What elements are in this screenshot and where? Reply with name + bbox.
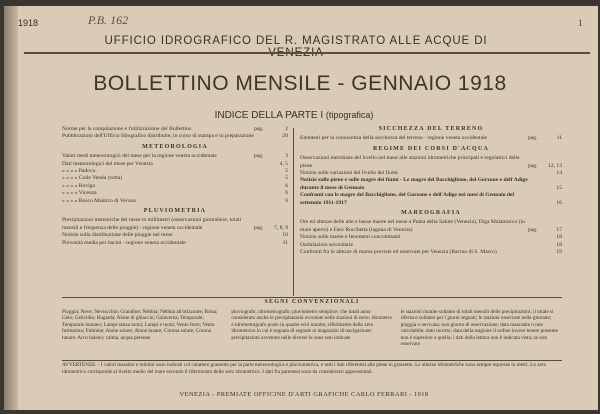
printer-footer: VENEZIA - PREMIATE OFFICINE D'ARTI GRAFICHE CARLO FERRARI - 1918 (179, 391, 429, 398)
index-entry: Notizie sulle variazioni del livello dei fiumi 14 (300, 170, 562, 177)
index-entry: » » » » Colle Venda (vetta) 5 (62, 175, 288, 182)
section-regime: REGIME DEI CORSI D'ACQUA (373, 145, 489, 152)
index-entry: Precipitazioni meteoriche del mese in millimetri (osservazioni giornaliere, totali mensili e frequenza delle pioggie) - regione veneta occidentale pag. 7, 8, 9 (62, 217, 288, 231)
section-meteorologia: METEOROLOGIA (142, 143, 208, 150)
legend-title: SEGNI CONVENZIONALI (264, 299, 360, 305)
index-title: INDICE DELLA PARTE I (214, 110, 324, 121)
index-entry: » » » » Padova 5 (62, 168, 288, 175)
index-entry: Notizie sulle piene e sulle magre dei fiumi - Le magre del Bacchiglione, del Gorzone e dell'Adige durante il mese di Gennaio 15 (300, 177, 562, 191)
index-entry: » » » » Rovigo 6 (62, 182, 288, 189)
bulletin-page (4, 6, 598, 410)
section-secchezza: SICCHEZZA DEL TERRENO (378, 126, 484, 132)
index-entry: Notizie sulle maree e fenomeni concomitanti 18 (300, 234, 562, 241)
page-title: BOLLETTINO MENSILE - GENNAIO 1918 (93, 72, 507, 95)
index-entry: Piovosità media per bacini - regione veneta occidentale 11 (62, 239, 288, 246)
header-rule (24, 52, 590, 54)
column-divider (293, 128, 294, 296)
index-entry: Norme per la compilazione e l'utilizzazione del Bollettino pag. 2 (62, 126, 288, 132)
index-right-column (300, 126, 562, 257)
index-entry: Ore ed altezze delle alte e basse maree nel mese a Punta della Salute (Venezia), Diga Malamocco (in mare aperto) e Faro Rocchetta (laguna di Venezia) pag. 17 (300, 219, 562, 233)
header-year: 1918 (18, 18, 39, 28)
page-edge (4, 6, 18, 410)
index-entry: Valori medi meteorologici del mese per la regione veneta occidentale pag. 3 (62, 153, 288, 160)
handwritten-note: P.B. 162 (88, 13, 129, 27)
avvertenze-text: AVVERTENZE. - I valori massimi e minimi sono indicati col carattere grassetto per la parte meteorologica e pluviometrica, e tutti i dati riferentisi alle piene in grassetto. Le altezze idrometriche sono sempre espresse in metri. Lo zero idrometrico corrisponde al livello medio del mare secondo il riferimento dello zero idrometrico. I dati fra parentesi sono da considerarsi approssimati. (62, 362, 547, 375)
index-entry: Ondulazioni secondarie 18 (300, 241, 562, 248)
index-entry: Notizie sulla distribuzione delle pioggie nel mese 10 (62, 232, 288, 239)
index-heading (124, 110, 464, 121)
index-subtitle: (tipografica) (325, 110, 374, 120)
section-mareografia: MAREOGRAFIA (401, 210, 461, 217)
section-pluviometria: PLUVIOMETRIA (143, 208, 207, 215)
index-entry: Osservazioni meridiane del livello nel mese alle stazioni idrometriche principali e regolatrici delle piene pag. 12, 13 (300, 155, 562, 169)
index-entry: Elementi per la conoscenza della secchezza del terreno - regione veneta occidentale pag. 11 (300, 135, 562, 142)
legend-col-stations: pluviografo, idrometrografo; pluviometro semplice; che totali anno considerato anche le precipitazioni avvenute nelle stazioni di neve; idrometro e idrometrografo posto in quadra ed è munito; riferimento dello zero idrometrico in cui è segnata di segnale ai magazzini di navigazione; precipitazioni avvenute nelle diverse le zone non indicate (231, 308, 392, 341)
legend-col-notes: le stazioni munite soltanto di totali mensili delle precipitazioni; il totale si riferisce soltanto per i giorni segnati; le stazioni osservate nelle giornate; pioggia o nevicata; non giorno di osservazione; data mancante o non calcolabile; dato incerto; data della stagione il ordine invece tenere presente non è superiore a quella; i dati della lettura non è indicata vista; se non osservato (400, 308, 558, 347)
index-entry: » » » » Bosco Mantico di Verona 6 (62, 197, 288, 204)
page-number: 1 (578, 18, 583, 28)
legend-rule (62, 297, 562, 298)
legend-col-symbols: Pioggia; Neve; Neviscchio; Grandine; Nebbia; Nebbia all'orizzonte; Brina; Gelo; Gelicidio; Rugiada; Alone di ghiaccio; Galaverna; Temporale; Temporale lontano; Lampi senza tuoni; Lampi e tuoni; Vento forte; Vento fortissimo; Fulmine; Alone solare; Alone lunare; Corona solare; Corona lunare; Arco baleno; calma, acqua perenne (62, 308, 218, 341)
index-entry: » » » » Vicenza 6 (62, 190, 288, 197)
index-entry: Confronti fra le altezze di marea previste ed osservate per Venezia (Bacino di S. Marco) 19 (300, 249, 562, 256)
legend-columns (62, 309, 562, 348)
index-entry: Confronti con le magre del Bacchiglione, del Gorzone e dell'Adige nei mesi di Gennaio del settennio 1911-1917 16 (300, 192, 562, 206)
legend-block (62, 299, 562, 348)
avvertenze-rule (62, 360, 562, 361)
office-heading: UFFICIO IDROGRAFICO DEL R. MAGISTRATO ALLE ACQUE DI (104, 35, 488, 47)
index-entry: Dati meteorologici del mese per Venezia 4, 5 (62, 160, 288, 167)
index-left-column (62, 126, 288, 247)
index-entry: Pubblicazioni dell'Ufficio Idrografico distribuite, in corso di stampa e in preparazione 20 (62, 133, 288, 140)
